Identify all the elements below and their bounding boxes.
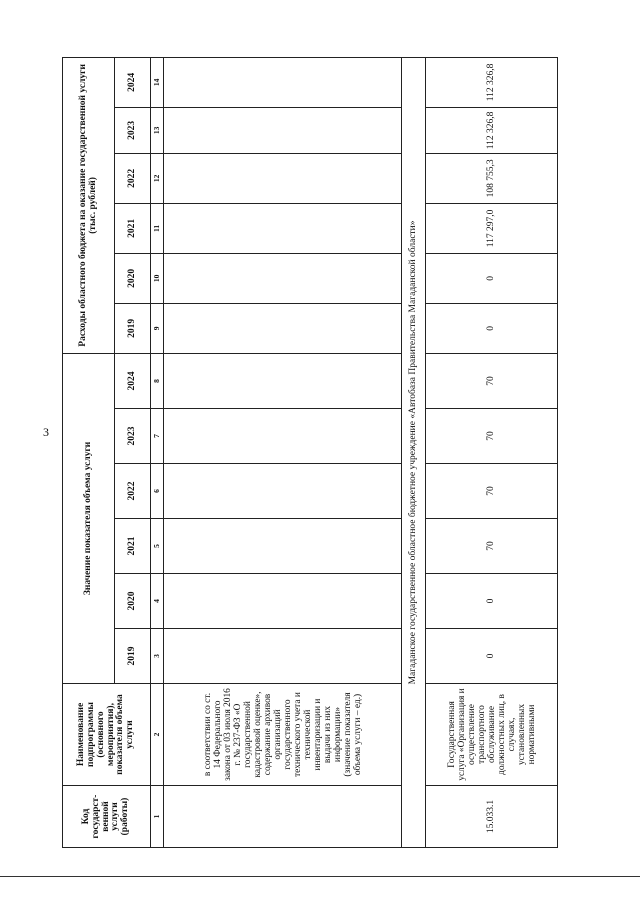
column-number: 7: [151, 409, 164, 464]
volume-value: 0: [426, 574, 558, 629]
volume-value: 70: [426, 464, 558, 519]
rotated-table-container: [62, 58, 625, 848]
page-number: 3: [43, 425, 49, 439]
column-number-row: [151, 57, 164, 847]
column-number: 8: [151, 353, 164, 408]
header-row-1: [63, 57, 115, 847]
table-row: [164, 57, 402, 847]
year-cell: 2024: [115, 353, 151, 408]
header-volume-group: Значение показателя объема услуги: [63, 353, 115, 683]
year-cell: 2022: [115, 153, 151, 203]
column-number: 5: [151, 519, 164, 574]
row-description: в соответствии со ст. 14 Федерального закона от 03 июля 2016 г. № 237-ФЗ «О государственной кадастровой оценке», содержание архивов организаций государственного технического учета и технической инвентаризации и выдачи из них информации» (значение показателя объема услуги – ед.): [164, 684, 402, 786]
table-row: [426, 57, 558, 847]
column-number: 3: [151, 629, 164, 684]
column-number: 14: [151, 57, 164, 107]
row-code-empty: [164, 786, 402, 848]
budget-value: 108 755,3: [426, 153, 558, 203]
page-bottom-rule: [0, 876, 640, 877]
budget-value: 112 326,8: [426, 57, 558, 107]
header-name: Наименование подпрограммы (основного мероприятия), показателя объема услуги: [63, 684, 151, 786]
volume-value: 70: [426, 519, 558, 574]
column-number: 2: [151, 684, 164, 786]
header-budget-group: Расходы областного бюджета на оказание государственной услуги (тыс. рублей): [63, 57, 115, 353]
org-row: [402, 57, 426, 847]
column-number: 6: [151, 464, 164, 519]
year-cell: 2024: [115, 57, 151, 107]
year-cell: 2021: [115, 203, 151, 253]
service-code: 15.033.1: [426, 786, 558, 848]
volume-value: 70: [426, 409, 558, 464]
column-number: 12: [151, 153, 164, 203]
budget-value: 117 297,0: [426, 203, 558, 253]
year-cell: 2019: [115, 629, 151, 684]
volume-value: 70: [426, 353, 558, 408]
year-cell: 2020: [115, 574, 151, 629]
year-cell: 2023: [115, 409, 151, 464]
column-number: 10: [151, 253, 164, 303]
budget-value: 0: [426, 303, 558, 353]
year-cell: 2019: [115, 303, 151, 353]
year-cell: 2020: [115, 253, 151, 303]
org-name: Магаданское государственное областное бюджетное учреждение «Автобаза Правительства Магаданской области»: [402, 57, 426, 847]
volume-value: 0: [426, 629, 558, 684]
column-number: 11: [151, 203, 164, 253]
column-number: 13: [151, 107, 164, 153]
budget-value: 0: [426, 253, 558, 303]
header-code: Код государст-венной услуги (работы): [63, 786, 151, 848]
column-number: 9: [151, 303, 164, 353]
year-cell: 2021: [115, 519, 151, 574]
year-cell: 2022: [115, 464, 151, 519]
budget-value: 112 326,8: [426, 107, 558, 153]
column-number: 4: [151, 574, 164, 629]
year-cell: 2023: [115, 107, 151, 153]
budget-table: [62, 57, 558, 848]
column-number: 1: [151, 786, 164, 848]
service-name: Государственная услуга «Организация и осуществление транспортного обслуживание должностных лиц, в случаях, установленных нормативными: [426, 684, 558, 786]
